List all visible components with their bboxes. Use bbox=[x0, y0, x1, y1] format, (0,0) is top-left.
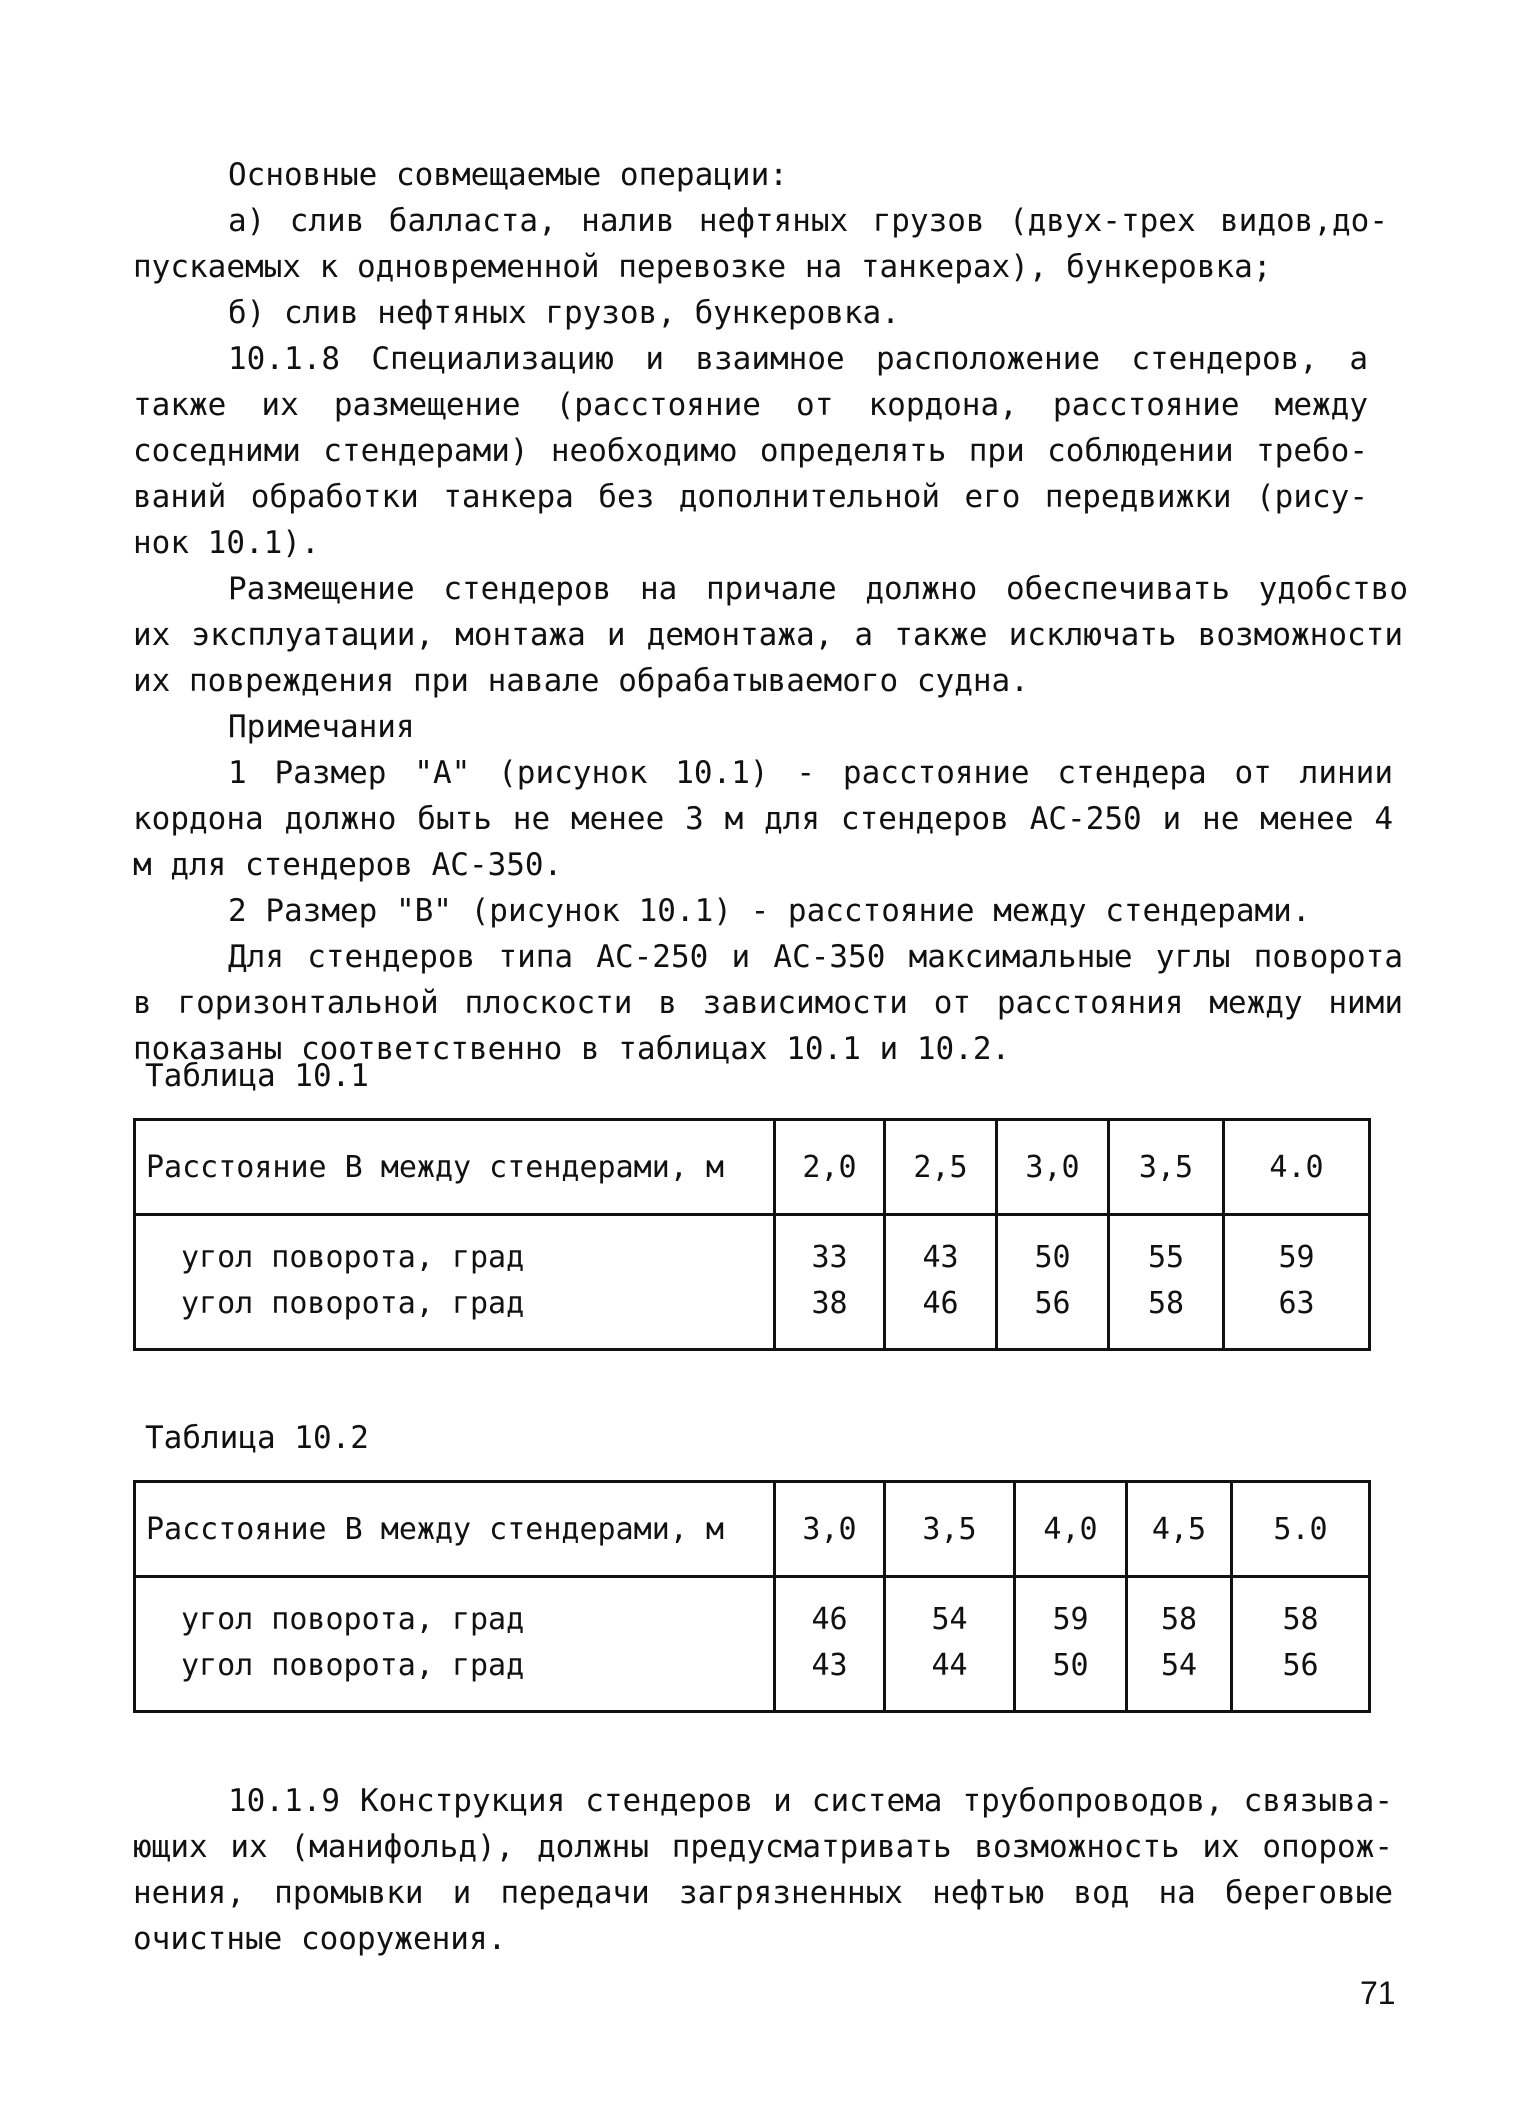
paragraph-line: соседними стендерами) необходимо определять при соблюдении требо- bbox=[133, 433, 1368, 469]
table-cell: 58 bbox=[1109, 1280, 1224, 1350]
row-label: угол поворота, град bbox=[135, 1642, 775, 1712]
table-cell: 33 bbox=[775, 1215, 885, 1281]
table-cell: 58 bbox=[1232, 1577, 1370, 1643]
paragraph-line: Размещение стендеров на причале должно обеспечивать удобство bbox=[228, 571, 1408, 607]
header-cell: 2,0 bbox=[775, 1120, 885, 1215]
table-header-row bbox=[135, 1482, 1370, 1577]
paragraph-line: 10.1.8 Специализацию и взаимное расположение стендеров, а bbox=[228, 341, 1368, 377]
table-cell: 56 bbox=[997, 1280, 1109, 1350]
paragraph-line: ваний обработки танкера без дополнительной его передвижки (рису- bbox=[133, 479, 1368, 515]
table-cell: 46 bbox=[775, 1577, 885, 1643]
header-label: Расстояние В между стендерами, м bbox=[135, 1120, 775, 1215]
table-cell: 43 bbox=[775, 1642, 885, 1712]
paragraph-line: Для стендеров типа АС-250 и АС-350 максимальные углы поворота bbox=[228, 939, 1403, 975]
paragraph-line: нения, промывки и передачи загрязненных нефтью вод на береговые bbox=[133, 1875, 1393, 1911]
table-cell: 43 bbox=[885, 1215, 997, 1281]
header-cell: 5.0 bbox=[1232, 1482, 1370, 1577]
paragraph-line: очистные сооружения. bbox=[133, 1921, 507, 1957]
table-cell: 46 bbox=[885, 1280, 997, 1350]
header-cell: 3,0 bbox=[997, 1120, 1109, 1215]
table-caption: Таблица 10.2 bbox=[145, 1420, 369, 1456]
table-caption: Таблица 10.1 bbox=[145, 1058, 369, 1094]
header-cell: 4,0 bbox=[1015, 1482, 1127, 1577]
table-10-1 bbox=[133, 1118, 1371, 1351]
row-label: угол поворота, град bbox=[135, 1280, 775, 1350]
paragraph-line: кордона должно быть не менее 3 м для стендеров АС-250 и не менее 4 bbox=[133, 801, 1393, 837]
table-header-row bbox=[135, 1120, 1370, 1215]
header-cell: 3,0 bbox=[775, 1482, 885, 1577]
header-cell: 4,5 bbox=[1127, 1482, 1232, 1577]
table-cell: 56 bbox=[1232, 1642, 1370, 1712]
header-cell: 3,5 bbox=[885, 1482, 1015, 1577]
table-cell: 44 bbox=[885, 1642, 1015, 1712]
header-label: Расстояние В между стендерами, м bbox=[135, 1482, 775, 1577]
table-cell: 55 bbox=[1109, 1215, 1224, 1281]
table-row bbox=[135, 1280, 1370, 1350]
table-row bbox=[135, 1215, 1370, 1281]
paragraph-line: их эксплуатации, монтажа и демонтажа, а также исключать возможности bbox=[133, 617, 1403, 653]
table-10-2 bbox=[133, 1480, 1371, 1713]
table-cell: 63 bbox=[1224, 1280, 1370, 1350]
paragraph-line: 2 Размер "В" (рисунок 10.1) - расстояние между стендерами. bbox=[228, 893, 1311, 929]
table-row bbox=[135, 1577, 1370, 1643]
paragraph-line: нок 10.1). bbox=[133, 525, 320, 561]
page-number: 71 bbox=[1360, 1975, 1396, 2011]
header-cell: 2,5 bbox=[885, 1120, 997, 1215]
paragraph-line: 10.1.9 Конструкция стендеров и система трубопроводов, связыва- bbox=[228, 1783, 1393, 1819]
table-cell: 54 bbox=[885, 1577, 1015, 1643]
header-cell: 4.0 bbox=[1224, 1120, 1370, 1215]
paragraph-line: пускаемых к одновременной перевозке на танкерах), бункеровка; bbox=[133, 249, 1272, 285]
header-cell: 3,5 bbox=[1109, 1120, 1224, 1215]
paragraph-line: 1 Размер "А" (рисунок 10.1) - расстояние стендера от линии bbox=[228, 755, 1393, 791]
table-cell: 54 bbox=[1127, 1642, 1232, 1712]
table-row bbox=[135, 1642, 1370, 1712]
table-cell: 38 bbox=[775, 1280, 885, 1350]
paragraph-line: также их размещение (расстояние от кордона, расстояние между bbox=[133, 387, 1368, 423]
paragraph-line: Основные совмещаемые операции: bbox=[228, 157, 788, 193]
row-label: угол поворота, град bbox=[135, 1215, 775, 1281]
paragraph-line: показаны соответственно в таблицах 10.1 и 10.2. bbox=[133, 1031, 1011, 1067]
table-cell: 58 bbox=[1127, 1577, 1232, 1643]
table-cell: 59 bbox=[1224, 1215, 1370, 1281]
table-cell: 50 bbox=[997, 1215, 1109, 1281]
paragraph-line: а) слив балласта, налив нефтяных грузов (двух-трех видов,до- bbox=[228, 203, 1388, 239]
row-label: угол поворота, град bbox=[135, 1577, 775, 1643]
paragraph-line: б) слив нефтяных грузов, бункеровка. bbox=[228, 295, 900, 331]
paragraph-line: м для стендеров АС-350. bbox=[133, 847, 563, 883]
paragraph-line: их повреждения при навале обрабатываемого судна. bbox=[133, 663, 1029, 699]
paragraph-line: в горизонтальной плоскости в зависимости от расстояния между ними bbox=[133, 985, 1403, 1021]
paragraph-line: Примечания bbox=[228, 709, 415, 745]
table-cell: 59 bbox=[1015, 1577, 1127, 1643]
table-cell: 50 bbox=[1015, 1642, 1127, 1712]
paragraph-line: ющих их (манифольд), должны предусматривать возможность их опорож- bbox=[133, 1829, 1393, 1865]
